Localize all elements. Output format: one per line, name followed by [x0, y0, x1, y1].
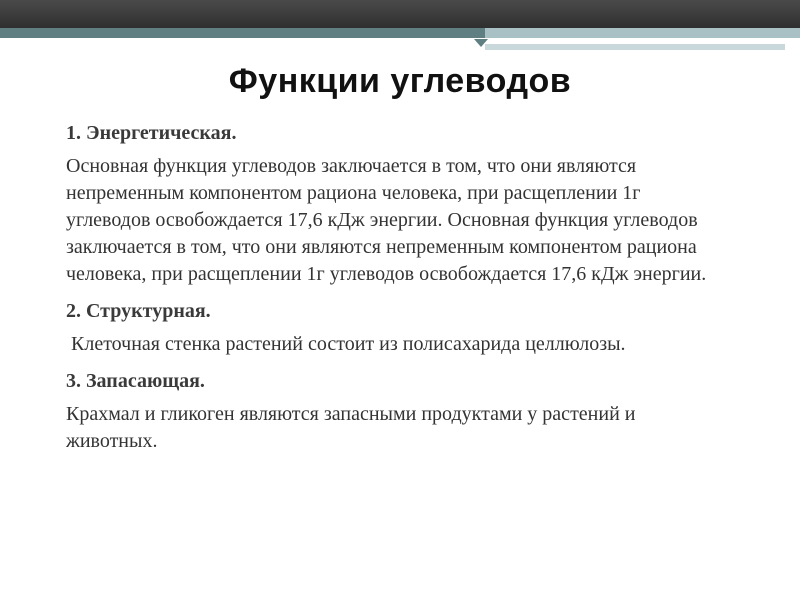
- slide-title: Функции углеводов: [228, 62, 572, 100]
- section-text-energy: Основная функция углеводов заключается в том, что они являются непременным компонентом рациона человека, при расщеплении 1г углеводов освобождается 17,6 кДж энергии. Основная функция углеводов заключается в том, что они являются непременным компонентом рациона человека, при расщеплении 1г углеводов освобождается 17,6 кДж энергии.: [66, 155, 707, 285]
- slide-content: [66, 120, 726, 465]
- section-heading-storage: 3. Запасающая.: [66, 370, 205, 392]
- accent-strip-left: [0, 28, 485, 38]
- section-text-structural: Клеточная стенка растений состоит из полисахарида целлюлозы.: [66, 333, 626, 355]
- section-heading-structural: 2. Структурная.: [66, 300, 211, 322]
- section-text-storage: Крахмал и гликоген являются запасными продуктами у растений и животных.: [66, 403, 636, 452]
- accent-strip-right: [485, 28, 800, 38]
- section-heading-energy: 1. Энергетическая.: [66, 122, 237, 144]
- accent-strip-right-lower: [485, 44, 785, 50]
- triangle-marker-icon: [474, 39, 488, 47]
- top-decoration-bar: [0, 0, 800, 28]
